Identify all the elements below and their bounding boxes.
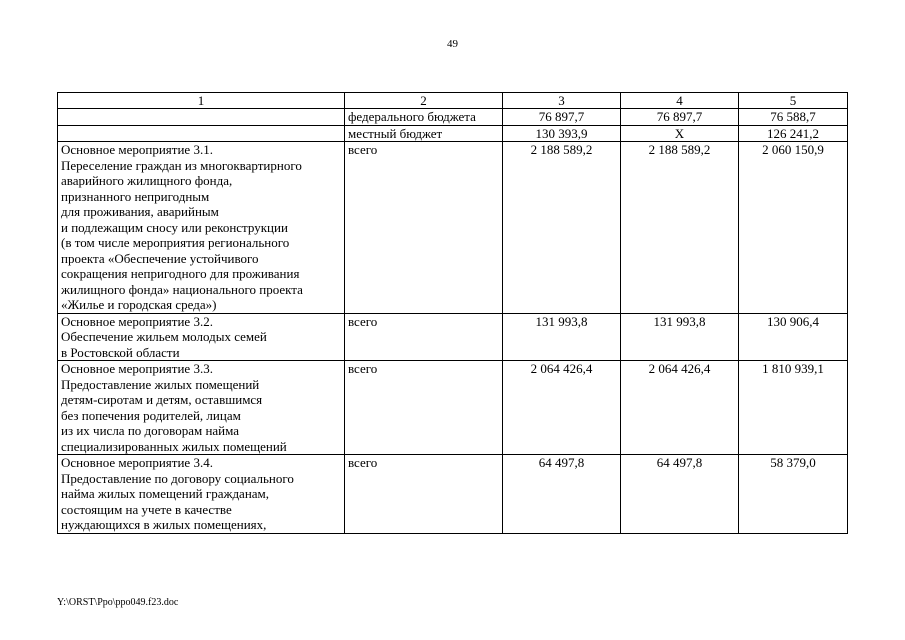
value-cell: 2 060 150,9	[739, 142, 848, 314]
activity-description	[58, 313, 345, 361]
activity-line: Предоставление по договору социального	[61, 470, 294, 486]
value-cell: 130 393,9	[503, 125, 621, 142]
table-row	[58, 361, 848, 455]
program-table	[57, 92, 848, 534]
activity-line: «Жилье и городская среда»)	[61, 297, 217, 312]
value-cell: 2 188 589,2	[503, 142, 621, 314]
activity-line: Основное мероприятие 3.1.	[61, 142, 213, 157]
value-cell: 76 897,7	[621, 109, 739, 126]
activity-line: нуждающихся в жилых помещениях,	[61, 517, 267, 532]
activity-line: и подлежащим сносу или реконструкции	[61, 219, 288, 235]
table-row	[58, 455, 848, 534]
activity-line: Обеспечение жильем молодых семей	[61, 329, 267, 344]
column-number-4: 4	[621, 93, 739, 109]
activity-line: сокращения непригодного для проживания	[61, 266, 300, 281]
value-cell: 64 497,8	[621, 455, 739, 534]
activity-description	[58, 455, 345, 534]
column-number-2: 2	[345, 93, 503, 109]
activity-line: Переселение граждан из многоквартирного	[61, 157, 302, 173]
empty-cell	[58, 109, 345, 126]
file-path-footer: Y:\ORST\Ppo\ppo049.f23.doc	[57, 597, 179, 608]
value-cell: 64 497,8	[503, 455, 621, 534]
column-number-5: 5	[739, 93, 848, 109]
activity-line: специализированных жилых помещений	[61, 438, 287, 454]
table-row	[58, 142, 848, 314]
activity-line: жилищного фонда» национального проекта	[61, 281, 303, 297]
activity-line: состоящим на учете в качестве	[61, 501, 232, 517]
table-row	[58, 109, 848, 126]
value-cell: 58 379,0	[739, 455, 848, 534]
activity-line: без попечения родителей, лицам	[61, 407, 241, 423]
funding-source-cell: местный бюджет	[345, 125, 503, 142]
funding-source-cell: всего	[345, 361, 503, 455]
activity-line: (в том числе мероприятия регионального	[61, 235, 290, 250]
activity-line: Основное мероприятие 3.4.	[61, 455, 213, 470]
activity-line: аварийного жилищного фонда,	[61, 173, 233, 188]
funding-source-cell: всего	[345, 313, 503, 361]
funding-source-cell: всего	[345, 455, 503, 534]
activity-line: в Ростовской области	[61, 344, 180, 360]
activity-line: детям-сиротам и детям, оставшимся	[61, 392, 263, 407]
empty-cell	[58, 125, 345, 142]
activity-line: Предоставление жилых помещений	[61, 376, 260, 392]
activity-line: для проживания, аварийным	[61, 204, 219, 219]
table-header-row	[58, 93, 848, 109]
table-row	[58, 125, 848, 142]
value-cell: 131 993,8	[621, 313, 739, 361]
activity-line: проекта «Обеспечение устойчивого	[61, 250, 259, 266]
activity-line: найма жилых помещений гражданам,	[61, 486, 270, 501]
value-cell: 76 897,7	[503, 109, 621, 126]
value-cell: 2 188 589,2	[621, 142, 739, 314]
value-cell: 130 906,4	[739, 313, 848, 361]
value-cell: 2 064 426,4	[503, 361, 621, 455]
funding-source-cell: федерального бюджета	[345, 109, 503, 126]
value-cell: 76 588,7	[739, 109, 848, 126]
page-number: 49	[447, 38, 458, 50]
activity-description	[58, 361, 345, 455]
activity-line: признанного непригодным	[61, 188, 210, 204]
activity-line: Основное мероприятие 3.2.	[61, 313, 213, 329]
activity-line: из их числа по договорам найма	[61, 423, 240, 438]
funding-source-cell: всего	[345, 142, 503, 314]
value-cell: 126 241,2	[739, 125, 848, 142]
activity-description	[58, 142, 345, 314]
activity-line: Основное мероприятие 3.3.	[61, 361, 213, 376]
value-cell: 131 993,8	[503, 313, 621, 361]
table-row	[58, 313, 848, 361]
column-number-1: 1	[58, 93, 345, 109]
value-cell: Х	[621, 125, 739, 142]
value-cell: 2 064 426,4	[621, 361, 739, 455]
column-number-3: 3	[503, 93, 621, 109]
value-cell: 1 810 939,1	[739, 361, 848, 455]
